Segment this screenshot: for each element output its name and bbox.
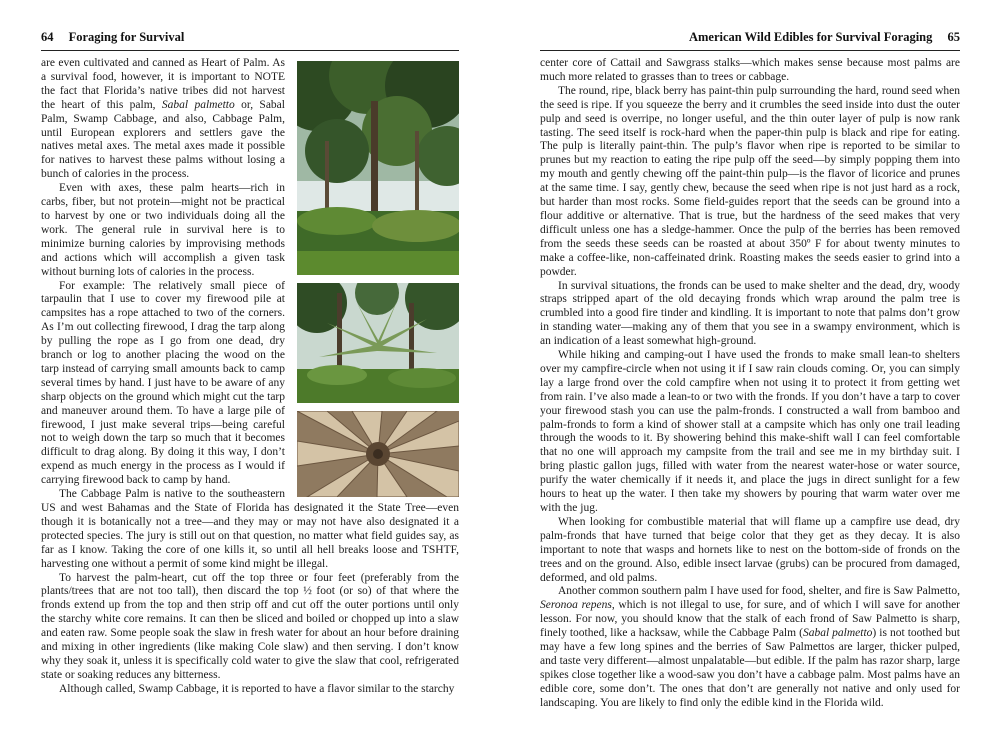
header-rule-left: [41, 50, 459, 51]
page-number-right: 65: [947, 30, 960, 44]
palm-frond-bases-photo: [297, 411, 459, 497]
italic-text: Seronoa repens: [540, 599, 612, 612]
text-run: To harvest the palm-heart, cut off the top three or four feet (preferably from the plants/trees that are not too tall), then discard the top ½ foot (or so) of that where the fronds extend up from the top and then strip off and cut off the outer portions until only the starchy white core remains. It can then be sliced and boiled or chopped up into a slaw and eaten raw. Some people soak the slaw in fresh water for about an hour before draining and mixing in other ingredients (like making Cole slaw) and then serving. I don’t know why they soak it, unless it is specifically cold water to give the slaw that cool, refrigerated state or soaking reduces any bitterness.: [41, 571, 459, 681]
palm-frond-bases-illustration: [297, 411, 459, 497]
text-run: In survival situations, the fronds can be used to make shelter and the dead, dry, woody straps stripped apart of the old decaying fronds which wrap around the palm tree is crumbled into a good fire tinder and kindling. It is important to note that palms don’t grow in standing water—making any of them that you see in a swampy environment, which is an indication of a least somewhat high-ground.: [540, 279, 960, 348]
palm-undergrowth-illustration: [297, 283, 459, 403]
palm-undergrowth-photo: [297, 283, 459, 403]
page-number-left: 64: [41, 30, 54, 44]
paragraph: [540, 85, 960, 280]
left-body-text: [41, 57, 459, 697]
forest-palms-photo: [297, 61, 459, 275]
text-run: center core of Cattail and Sawgrass stalks—which makes sense because most palms are much more related to grasses than to trees or cabbage.: [540, 57, 960, 83]
paragraph: [540, 57, 960, 85]
text-run: are even cultivated and canned as Heart of Palm. As a survival food, however, it is important to NOTE the fact that Florida’s native tribes did not harvest the heart of this palm,: [41, 57, 285, 111]
italic-text: Sabal palmetto: [161, 98, 235, 111]
paragraph: [540, 516, 960, 586]
forest-palms-illustration: [297, 61, 459, 275]
paragraph: [540, 349, 960, 516]
paragraph: [540, 585, 960, 710]
text-run: The Cabbage Palm is native to the southeastern US and west Bahamas and the State of Florida has designated it the State Tree—even though it is botanically not a tree—and they may or may not have also designated it a protected species. The jury is still out on that question, no matter what field guides say, as far as I know. Taking the core of one kills it, so until all hell breaks loose and TSHTF, harvesting one without a permit of some kind might be illegal.: [41, 488, 459, 570]
text-run: ) is not toothed but may have a few long spines and the berries of Saw Palmettos are larger, thicker pulped, and taste very different—almost unpalatable—but edible. If the palm has razor sharp, large spikes close together like a wood-saw you don’t have a cabbage palm. Most palms have an edible core, some don’t. The ones that don’t are generally not native and only used for landscaping. You are likely to find only the edible kind in the Florida wild.: [540, 627, 960, 709]
text-run: Even with axes, these palm hearts—rich in carbs, fiber, but not protein—might not be practical to harvest by one or two individuals doing all the work. The general rule in survival here is to minimize burning calories by improvising methods and actions which will accomplish a given task without burning lots of calories in the process.: [41, 182, 285, 278]
italic-text: Sabal palmetto: [802, 627, 873, 640]
header-rule-right: [540, 50, 960, 51]
text-run: The round, ripe, black berry has paint-thin pulp surrounding the hard, round seed when the seed is ripe. If you squeeze the berry and it crumbles the seed inside into dust the outer pulp and seed is overripe, no longer useful, and the thin outer layer of pulp is now rank tasting. The seed itself is rock-hard when the paper-thin pulp is black and ripe for eating. The pulp is literally paint-thin. The pulp’s flavor when ripe is reported to be similar to prunes but my reaction to eating the ripe pulp off the seed—by simply popping them into my mouth and gently chewing off the paint-thin pulp—is the flavor of licorice and prunes at the same time. I say, gently chew, because the seed when ripe is not just hard as a rock, but harder than most rocks. Some field-guides report that the seeds can be ground into a flour additive or alternative. That is true, but the hardness of the seed makes that very difficult unless one has a sledge-hammer. Once the pulp of the berries has been removed from the seeds these seeds can be roasted at about 350º F for about twenty minutes to make a coffee-like, non-caffeinated drink. Roasting makes the seeds easier to grind into a powder.: [540, 84, 960, 278]
right-running-head: [689, 30, 960, 45]
text-run: Although called, Swamp Cabbage, it is reported to have a flavor similar to the starchy: [59, 682, 455, 695]
text-run: While hiking and camping-out I have used the fronds to make small lean-to shelters over my campfire-circle when not using it if I saw rain clouds coming. Or, you can simply lay a large frond over the cold campfire when not using it to protect it from getting wet from rain. I’ve also made a lean-to or two with the fronds. If you don’t have a tarp to cover your firewood stash you can use the palm-fronds. I constructed a wall from bamboo and palm-fronds to form a kind of shower stall at a campsite which has only one trail leading through the woods to it. By showering behind this make-shift wall I can feel comfortable that no one will approach my campsite from the trail and see me in my birthday suit. I bring plastic gallon jugs, filled with water from the nearest water-hose or water source, purify the water chemically if it needs it, and place the jugs in direct sunlight for a few hours to heat up the water. I then take my showers by pouring that warm water over me with the jug.: [540, 349, 960, 514]
running-head-title-right: American Wild Edibles for Survival Foraging: [688, 30, 933, 44]
right-body-text: [540, 57, 960, 711]
photo-column: [293, 61, 459, 497]
text-run: or, Sabal Palm, Swamp Cabbage, and also, Cabbage Palm, until European explorers and settlers gave the natives metal axes. The metal axes made it possible for natives to harvest these palms without losing a bunch of calories in the process.: [41, 98, 285, 181]
text-run: , which is not illegal to use, for sure, and of which I will save for another lesson. For now, you should know that the stalk of each frond of Saw Palmetto is sharp, finely toothed, like a hacksaw, while the Cabbage Palm (: [540, 599, 961, 640]
text-run: Another common southern palm I have used for food, shelter, and fire is Saw Palmetto,: [558, 585, 960, 598]
text-run: When looking for combustible material that will flame up a campfire use dead, dry palm-fronds that have turned that beige color that they get as they decay. It is also important to note that wasps and hornets like to nest on the bottom-side of fronds on the trees and on the ground. Also, edible insect larvae (grubs) can be procured from damaged, deformed, and old palms.: [540, 515, 960, 584]
paragraph: [41, 572, 459, 683]
text-run: For example: The relatively small piece of tarpaulin that I use to cover my firewood pile at campsites has a rope attached to two of the corners. As I’m out collecting firewood, I drag the tarp along by pulling the rope as I go from one dead, dry branch or log to another placing the wood on the tarp instead of carrying small amounts back to camp several times by hand. I just have to be aware of any sharp objects on the ground which might cut the tarp and maneuver around them. To have a large pile of firewood, I just make several trips—being careful not to weigh down the tarp so much that it becomes difficult to drag along. By doing it this way, I don’t expend as much energy in the process as I would if carrying firewood back to camp by hand.: [41, 279, 285, 487]
right-page: [500, 0, 1000, 750]
running-head-title-left: Foraging for Survival: [68, 30, 185, 44]
paragraph: [41, 683, 459, 697]
paragraph: [540, 280, 960, 350]
paragraph: [41, 488, 459, 571]
left-running-head: [41, 30, 184, 45]
